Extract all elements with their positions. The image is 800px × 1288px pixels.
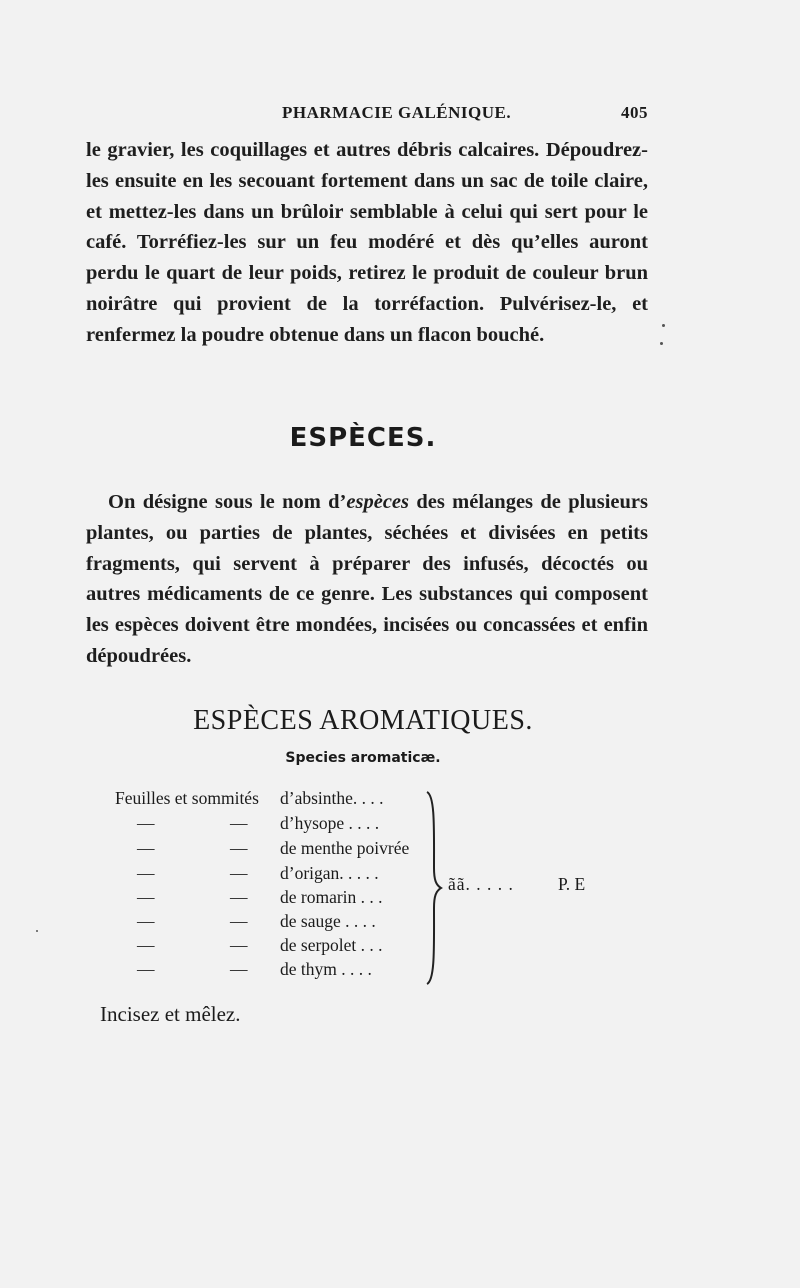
ditto-mark: — xyxy=(137,838,155,858)
plant-part: Feuilles et sommités xyxy=(115,788,259,808)
ditto-mark: — xyxy=(137,959,155,979)
dose-unit: P. E xyxy=(558,874,586,894)
page-number: 405 xyxy=(621,103,648,122)
running-head-title: PHARMACIE GALÉNIQUE. xyxy=(282,103,512,122)
ditto-mark: — xyxy=(230,838,248,858)
recipe-latin-name: Species aromaticæ. xyxy=(285,750,441,766)
paragraph-especes-definition xyxy=(86,487,648,672)
ditto-mark: — xyxy=(230,959,248,979)
paragraph-text-after: des mélanges de plusieurs plantes, ou parties de plantes, séchées et divisées en petits fragments, qui servent à préparer des infusés, décoctés ou autres médicaments de ce genre. Les substances qui composent les espèces doivent être mondées, incisées ou concassées et enfin dépoudrées. xyxy=(86,491,648,667)
ingredient-name: de sauge . . . . xyxy=(280,911,376,931)
section-heading-especes: ESPÈCES. xyxy=(289,423,437,453)
ingredient-name: de menthe poivrée xyxy=(280,838,410,858)
paragraph-roasting-instructions: le gravier, les coquillages et autres débris calcaires. Dépoudrez-les ensuite en les secouant fortement dans un sac de toile claire, et mettez-les dans un brûloir semblable à celui qui sert pour le café. Torréfiez-les sur un feu modéré et dès qu’elles auront perdu le quart de leur poids, retirez le produit de couleur brun noirâtre qui provient de la torréfaction. Pulvérisez-le, et renfermez la poudre obtenue dans un flacon bouché. xyxy=(86,139,648,346)
ingredient-name: de thym . . . . xyxy=(280,959,372,979)
ditto-mark: — xyxy=(230,911,248,931)
ingredient-name: de romarin . . . xyxy=(280,887,383,907)
ditto-mark: — xyxy=(137,935,155,955)
ditto-mark: — xyxy=(137,887,155,907)
ditto-mark: — xyxy=(137,813,155,833)
ditto-mark: — xyxy=(230,887,248,907)
ingredient-name: d’hysope . . . . xyxy=(280,813,380,833)
ingredient-name: de serpolet . . . xyxy=(280,935,383,955)
recipe-heading: ESPÈCES AROMATIQUES. xyxy=(193,705,533,736)
ditto-mark: — xyxy=(137,863,155,883)
paper-speck xyxy=(36,930,38,932)
paper-speck xyxy=(662,324,665,327)
dose-quantity: ãã. . . . . xyxy=(448,874,514,894)
ingredient-name: d’origan. . . . . xyxy=(280,863,379,883)
ditto-mark: — xyxy=(230,813,248,833)
ditto-mark: — xyxy=(137,911,155,931)
paragraph-text-before: On désigne sous le nom d’ xyxy=(108,491,347,513)
closing-instruction: Incisez et mêlez. xyxy=(100,1002,241,1026)
ditto-mark: — xyxy=(230,935,248,955)
ingredient-name: d’absinthe. . . . xyxy=(280,788,384,808)
ditto-mark: — xyxy=(230,863,248,883)
curly-brace-icon xyxy=(425,788,445,988)
paper-speck xyxy=(660,342,663,345)
emphasized-term: espèces xyxy=(346,491,409,513)
